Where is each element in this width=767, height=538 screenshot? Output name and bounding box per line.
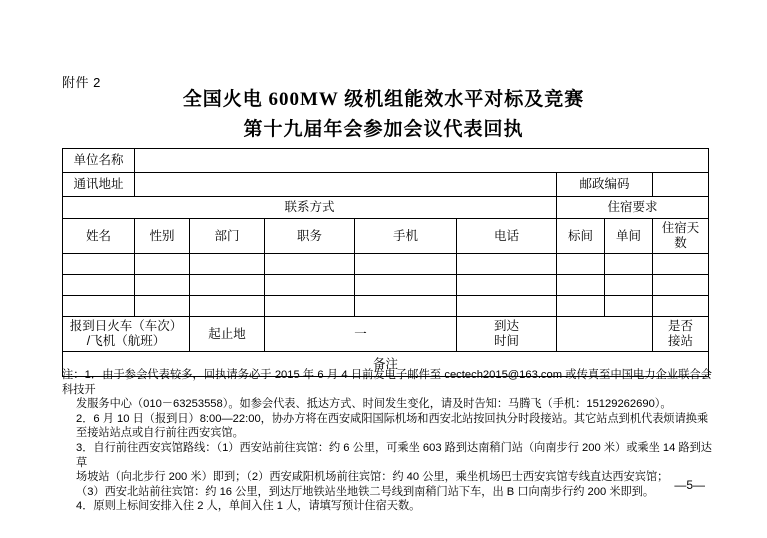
cell-position[interactable] (265, 296, 355, 317)
cell-gender[interactable] (135, 296, 190, 317)
cell-nights[interactable] (653, 296, 709, 317)
cell-position[interactable] (265, 254, 355, 275)
column-header-department: 部门 (190, 219, 265, 254)
title-line-1: 全国火电 600MW 级机组能效水平对标及竞赛 (182, 89, 585, 110)
title-line-2: 第十九届年会参加会议代表回执 (243, 119, 524, 140)
cell-phone[interactable] (457, 275, 557, 296)
note-3-line-3: （3）西安北站前往宾馆：约 16 公里，到达厅地铁站坐地铁二号线到南稍门站下车，出 B 口向南步行约 200 米即到。 (76, 485, 655, 498)
cell-name[interactable] (63, 296, 135, 317)
cell-gender[interactable] (135, 275, 190, 296)
note-3-line-2: 场坡站（向北步行 200 米）即到；（2）西安咸阳机场前往宾馆：约 40 公里，乘坐机场巴士西安宾馆专线直达西安宾馆； (76, 471, 669, 484)
field-origin[interactable]: 一 (265, 317, 457, 352)
cell-nights[interactable] (653, 254, 709, 275)
note-2-line-1: 2．6 月 10 日（报到日）8:00—22:00，协办方将在西安咸阳国际机场和西安北站按回执分时段接站。其它站点到机代表烦请换乘 (76, 412, 709, 425)
label-arrival-line-2: 时间 (493, 334, 519, 348)
cell-mobile[interactable] (355, 275, 457, 296)
group-header-accommodation: 住宿要求 (557, 197, 709, 219)
column-header-single-room: 单间 (605, 219, 653, 254)
note-4-line-1: 4．原则上标间安排入住 2 人，单间入住 1 人，请填写预计住宿天数。 (76, 500, 421, 513)
label-unit-name: 单位名称 (63, 149, 135, 173)
cell-twin-room[interactable] (557, 296, 605, 317)
column-header-twin-room: 标间 (557, 219, 605, 254)
label-travel-line-2: /飞机（航班） (86, 334, 166, 348)
column-header-name: 姓名 (63, 219, 135, 254)
cell-department[interactable] (190, 254, 265, 275)
cell-department[interactable] (190, 275, 265, 296)
note-1-line-2: 发服务中心（010－63253558）。如参会代表、抵达方式、时间发生变化，请及时告知：马腾飞（手机：15129262690）。 (76, 398, 672, 411)
cell-nights[interactable] (653, 275, 709, 296)
cell-mobile[interactable] (355, 254, 457, 275)
label-travel (63, 317, 190, 352)
cell-name[interactable] (63, 254, 135, 275)
column-header-mobile: 手机 (355, 219, 457, 254)
note-1-line-1: 注：1．由于参会代表较多，回执请务必于 2015 年 6 月 4 日前发电子邮件至 cectech2015@163.com 或传真至中国电力企业联合会科技开 (62, 369, 712, 396)
table-row (63, 275, 709, 296)
label-pickup-line-1: 是否 (667, 319, 693, 333)
cell-department[interactable] (190, 296, 265, 317)
label-remark: 备注 (63, 352, 709, 377)
cell-single-room[interactable] (605, 275, 653, 296)
label-origin: 起止地 (190, 317, 265, 352)
field-address[interactable] (135, 173, 557, 197)
cell-phone[interactable] (457, 296, 557, 317)
table-row-travel (63, 317, 709, 352)
notes-section (62, 368, 712, 514)
label-pickup-line-2: 接站 (667, 334, 693, 348)
label-pickup (653, 317, 709, 352)
table-row-column-headers (63, 219, 709, 254)
registration-form-table (62, 148, 709, 377)
column-header-position: 职务 (265, 219, 355, 254)
table-row (63, 254, 709, 275)
cell-twin-room[interactable] (557, 254, 605, 275)
attachment-label: 附件 2 (62, 75, 101, 90)
label-arrival-time (457, 317, 557, 352)
document-title (0, 85, 767, 145)
field-postcode[interactable] (653, 173, 709, 197)
label-address: 通讯地址 (63, 173, 135, 197)
label-postcode: 邮政编码 (557, 173, 653, 197)
table-row-unit-name (63, 149, 709, 173)
table-row (63, 296, 709, 317)
field-arrival-time[interactable] (557, 317, 653, 352)
column-header-nights: 住宿天数 (653, 219, 709, 254)
cell-gender[interactable] (135, 254, 190, 275)
table-row-address (63, 173, 709, 197)
label-arrival-line-1: 到达 (493, 319, 519, 333)
label-travel-line-1: 报到日火车（车次） (69, 319, 183, 333)
cell-single-room[interactable] (605, 296, 653, 317)
note-2-line-2: 至接站站点或自行前往西安宾馆。 (76, 427, 244, 440)
column-header-phone: 电话 (457, 219, 557, 254)
cell-name[interactable] (63, 275, 135, 296)
column-header-gender: 性别 (135, 219, 190, 254)
cell-single-room[interactable] (605, 254, 653, 275)
cell-twin-room[interactable] (557, 275, 605, 296)
cell-mobile[interactable] (355, 296, 457, 317)
field-unit-name[interactable] (135, 149, 709, 173)
group-header-contact: 联系方式 (63, 197, 557, 219)
cell-phone[interactable] (457, 254, 557, 275)
cell-position[interactable] (265, 275, 355, 296)
table-row-group-headers (63, 197, 709, 219)
note-3-line-1: 3．自行前往西安宾馆路线：（1）西安站前往宾馆：约 6 公里，可乘坐 603 路到达南稍门站（向南步行 200 米）或乘坐 14 路到达草 (76, 441, 712, 469)
page-number: —5— (674, 478, 705, 492)
